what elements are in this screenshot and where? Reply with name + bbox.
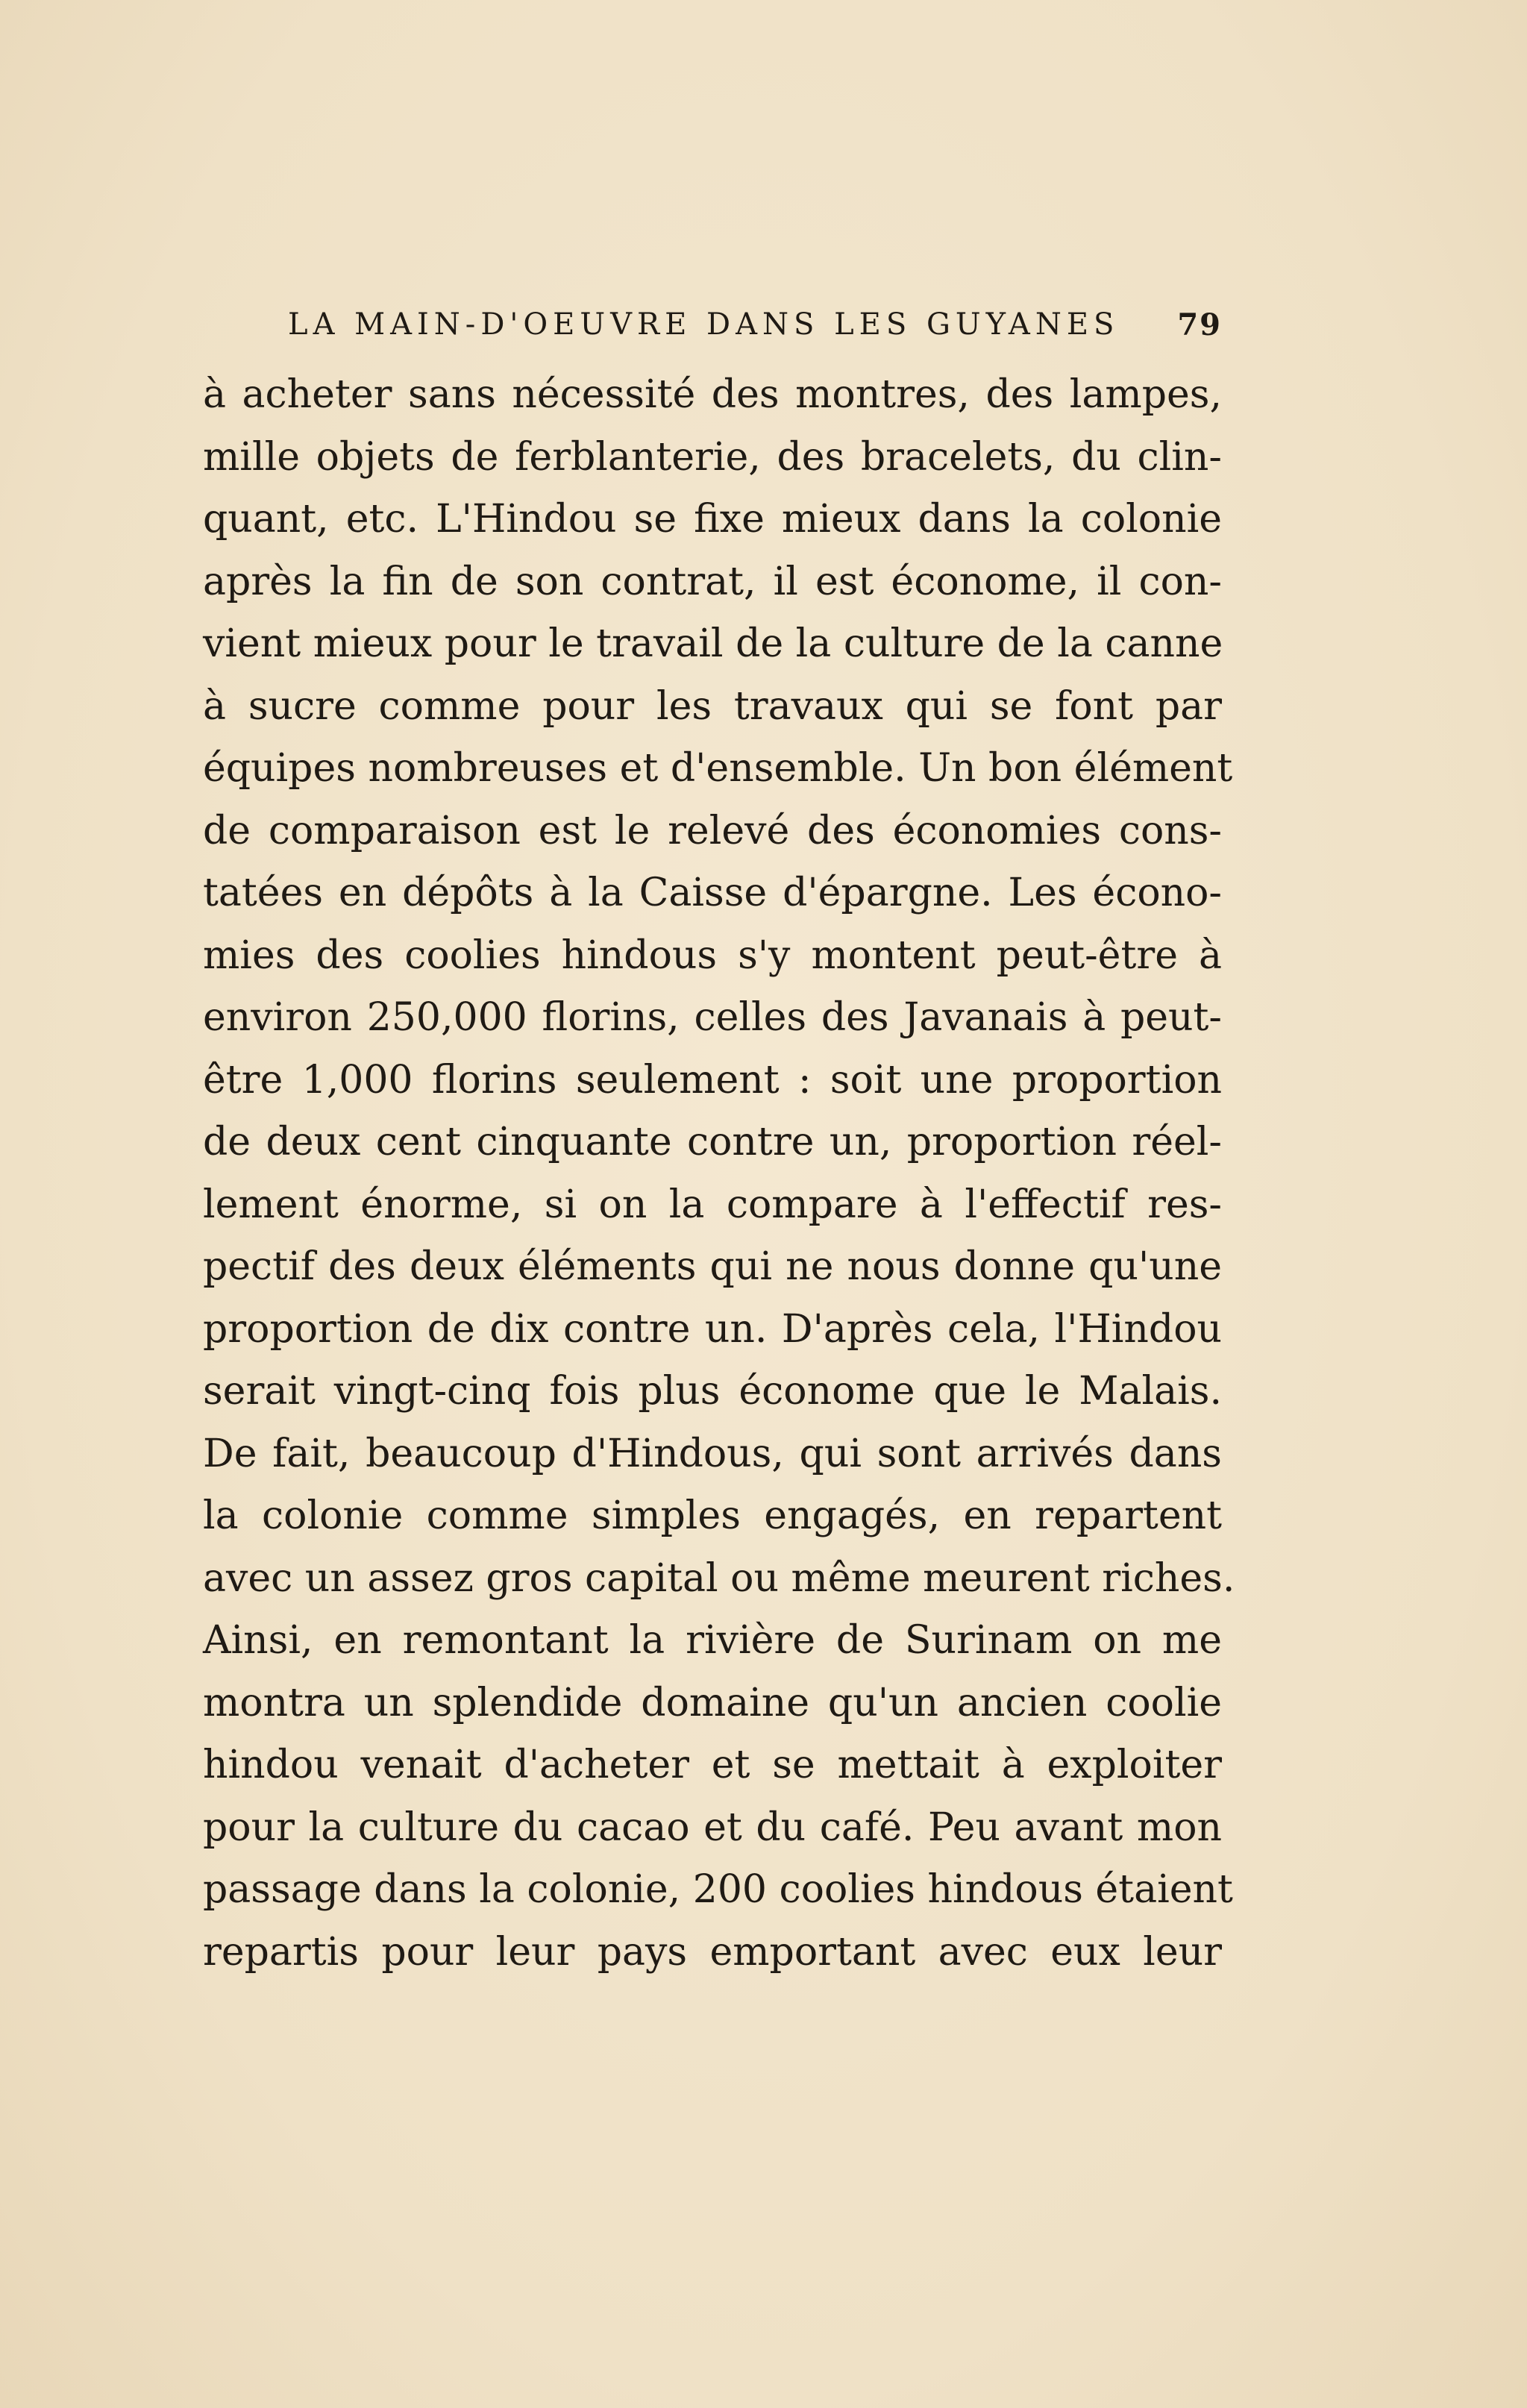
text-line: mille objets de ferblanterie, des bracelets, du clin-	[203, 434, 1222, 480]
text-line: hindou venait d'acheter et se mettait à exploiter	[203, 1743, 1222, 1787]
body-text	[203, 364, 1235, 1984]
running-head	[288, 298, 1222, 351]
text-line: Ainsi, en remontant la rivière de Surinam on me	[203, 1618, 1222, 1663]
text-line: montra un splendide domaine qu'un ancien coolie	[203, 1680, 1222, 1725]
text-line: après la fin de son contrat, il est économe, il con-	[203, 559, 1222, 604]
text-line: à acheter sans nécessité des montres, des lampes,	[203, 372, 1222, 417]
text-line: pour la culture du cacao et du café. Peu avant mon	[203, 1805, 1222, 1850]
text-line: à sucre comme pour les travaux qui se font par	[203, 683, 1222, 729]
text-line: lement énorme, si on la compare à l'effectif res-	[203, 1182, 1222, 1227]
text-line: de deux cent cinquante contre un, proportion réel-	[203, 1120, 1222, 1164]
text-line: la colonie comme simples engagés, en repartent	[203, 1493, 1222, 1538]
text-line: pectif des deux éléments qui ne nous donne qu'une	[203, 1244, 1222, 1289]
text-line: proportion de dix contre un. D'après cela, l'Hindou	[203, 1306, 1222, 1352]
page-number: 79	[1177, 307, 1222, 342]
text-line: passage dans la colonie, 200 coolies hindous étaient	[203, 1867, 1233, 1912]
text-line: mies des coolies hindous s'y montent peut-être à	[203, 932, 1222, 978]
text-line: avec un assez gros capital ou même meurent riches.	[203, 1555, 1235, 1601]
text-line: repartis pour leur pays emportant avec eux leur	[203, 1929, 1222, 1975]
running-title: LA MAIN-D'OEUVRE DANS LES GUYANES	[288, 307, 1120, 342]
text-line: de comparaison est le relevé des économies cons-	[203, 808, 1222, 853]
text-line: être 1,000 florins seulement : soit une proportion	[203, 1057, 1222, 1103]
text-line: vient mieux pour le travail de la culture de la canne	[203, 621, 1223, 666]
text-line: quant, etc. L'Hindou se fixe mieux dans la colonie	[203, 497, 1222, 542]
text-line: environ 250,000 florins, celles des Javanais à peut-	[203, 995, 1222, 1040]
text-line: tatées en dépôts à la Caisse d'épargne. Les écono-	[203, 871, 1222, 915]
text-line: serait vingt-cinq fois plus économe que le Malais.	[203, 1369, 1222, 1414]
text-line: équipes nombreuses et d'ensemble. Un bon élément	[203, 746, 1233, 791]
text-line: De fait, beaucoup d'Hindous, qui sont arrivés dans	[203, 1431, 1222, 1476]
